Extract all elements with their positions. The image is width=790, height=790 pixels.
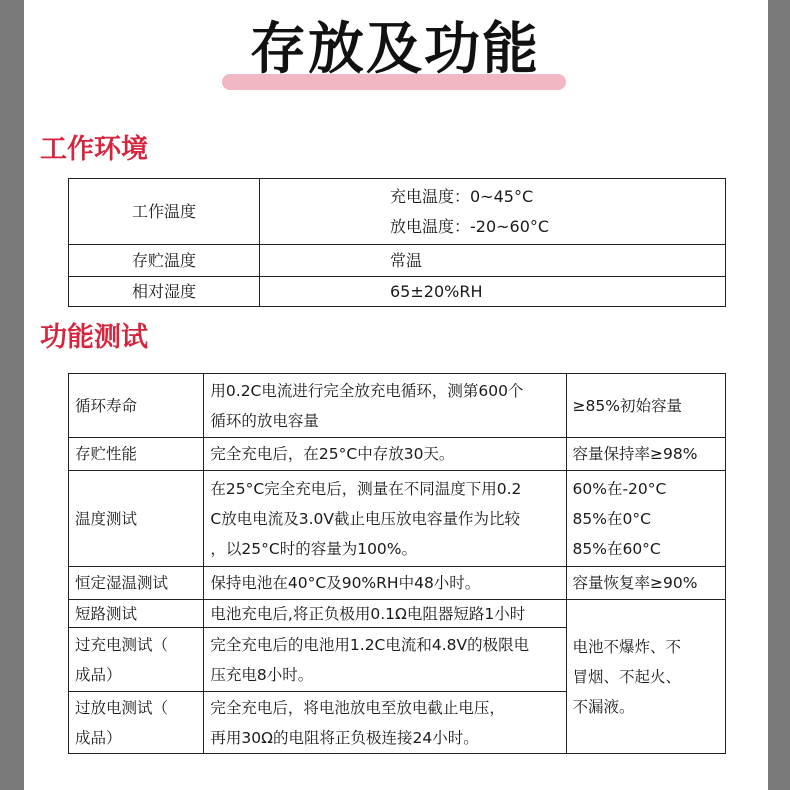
item-line: 过充电测试（ [75,635,169,654]
method-line: C放电电流及3.0V截止电压放电容量作为比较 [210,509,520,528]
test-result-cell: 容量恢复率≥90% [566,567,726,600]
test-method-cell [204,471,566,567]
table-row [69,471,726,567]
function-test-table [68,373,726,754]
method-line: 完全充电后，将电池放电至放电截止电压， [210,698,505,717]
table-row [69,567,726,600]
left-margin [0,0,24,790]
env-value-line: 放电温度：-20~60°C [390,216,550,236]
test-item-cell: 存贮性能 [69,438,204,471]
env-value-cell [260,179,726,245]
method-line: 再用30Ω的电阻将正负极连接24小时。 [210,728,479,747]
method-line: 完全充电后的电池用1.2C电流和4.8V的极限电 [210,635,530,654]
test-item-cell [69,628,204,692]
environment-table [68,178,726,307]
test-result-cell: ≥85%初始容量 [566,374,726,438]
test-method-cell [204,692,566,754]
method-line: ，以25°C时的容量为100%。 [210,539,418,558]
result-line: 85%在0°C [572,509,651,528]
test-method-cell: 完全充电后，在25°C中存放30天。 [204,438,566,471]
env-name-cell: 工作温度 [69,179,260,245]
test-item-cell [69,692,204,754]
test-item-cell: 短路测试 [69,600,204,628]
item-line: 成品） [75,665,122,684]
result-line: 冒烟、不起火、 [572,667,682,686]
table-row [69,245,726,277]
table-row [69,179,726,245]
test-method-cell: 电池充电后,将正负极用0.1Ω电阻器短路1小时 [204,600,566,628]
test-result-cell [566,471,726,567]
method-line: 压充电8小时。 [210,665,314,684]
method-line: 循环的放电容量 [210,411,319,430]
result-line: 电池不爆炸、不 [572,637,682,656]
env-name-cell: 存贮温度 [69,245,260,277]
table-row [69,374,726,438]
result-line: 85%在60°C [572,539,661,558]
test-item-cell: 温度测试 [69,471,204,567]
env-value-line: 充电温度：0~45°C [390,186,534,206]
title-block [0,12,790,92]
table-row [69,438,726,471]
test-method-cell: 保持电池在40°C及90%RH中48小时。 [204,567,566,600]
shared-result-cell [566,600,726,754]
result-line: 60%在-20°C [572,479,667,498]
test-method-cell [204,374,566,438]
right-margin [768,0,790,790]
result-line: 不漏液。 [572,697,635,716]
test-result-cell: 容量保持率≥98% [566,438,726,471]
item-line: 过放电测试（ [75,698,169,717]
section-heading-function: 功能测试 [40,322,148,353]
method-line: 用0.2C电流进行完全放充电循环，测第600个 [210,381,524,400]
item-line: 成品） [75,728,122,747]
test-method-cell [204,628,566,692]
env-value-cell: 65±20%RH [260,277,726,307]
env-value-cell: 常温 [260,245,726,277]
table-row [69,600,726,628]
page-title: 存放及功能 [250,17,540,82]
env-name-cell: 相对湿度 [69,277,260,307]
section-heading-environment: 工作环境 [40,134,148,165]
test-item-cell: 恒定湿温测试 [69,567,204,600]
table-row [69,277,726,307]
method-line: 在25°C完全充电后，测量在不同温度下用0.2 [210,479,522,498]
test-item-cell: 循环寿命 [69,374,204,438]
